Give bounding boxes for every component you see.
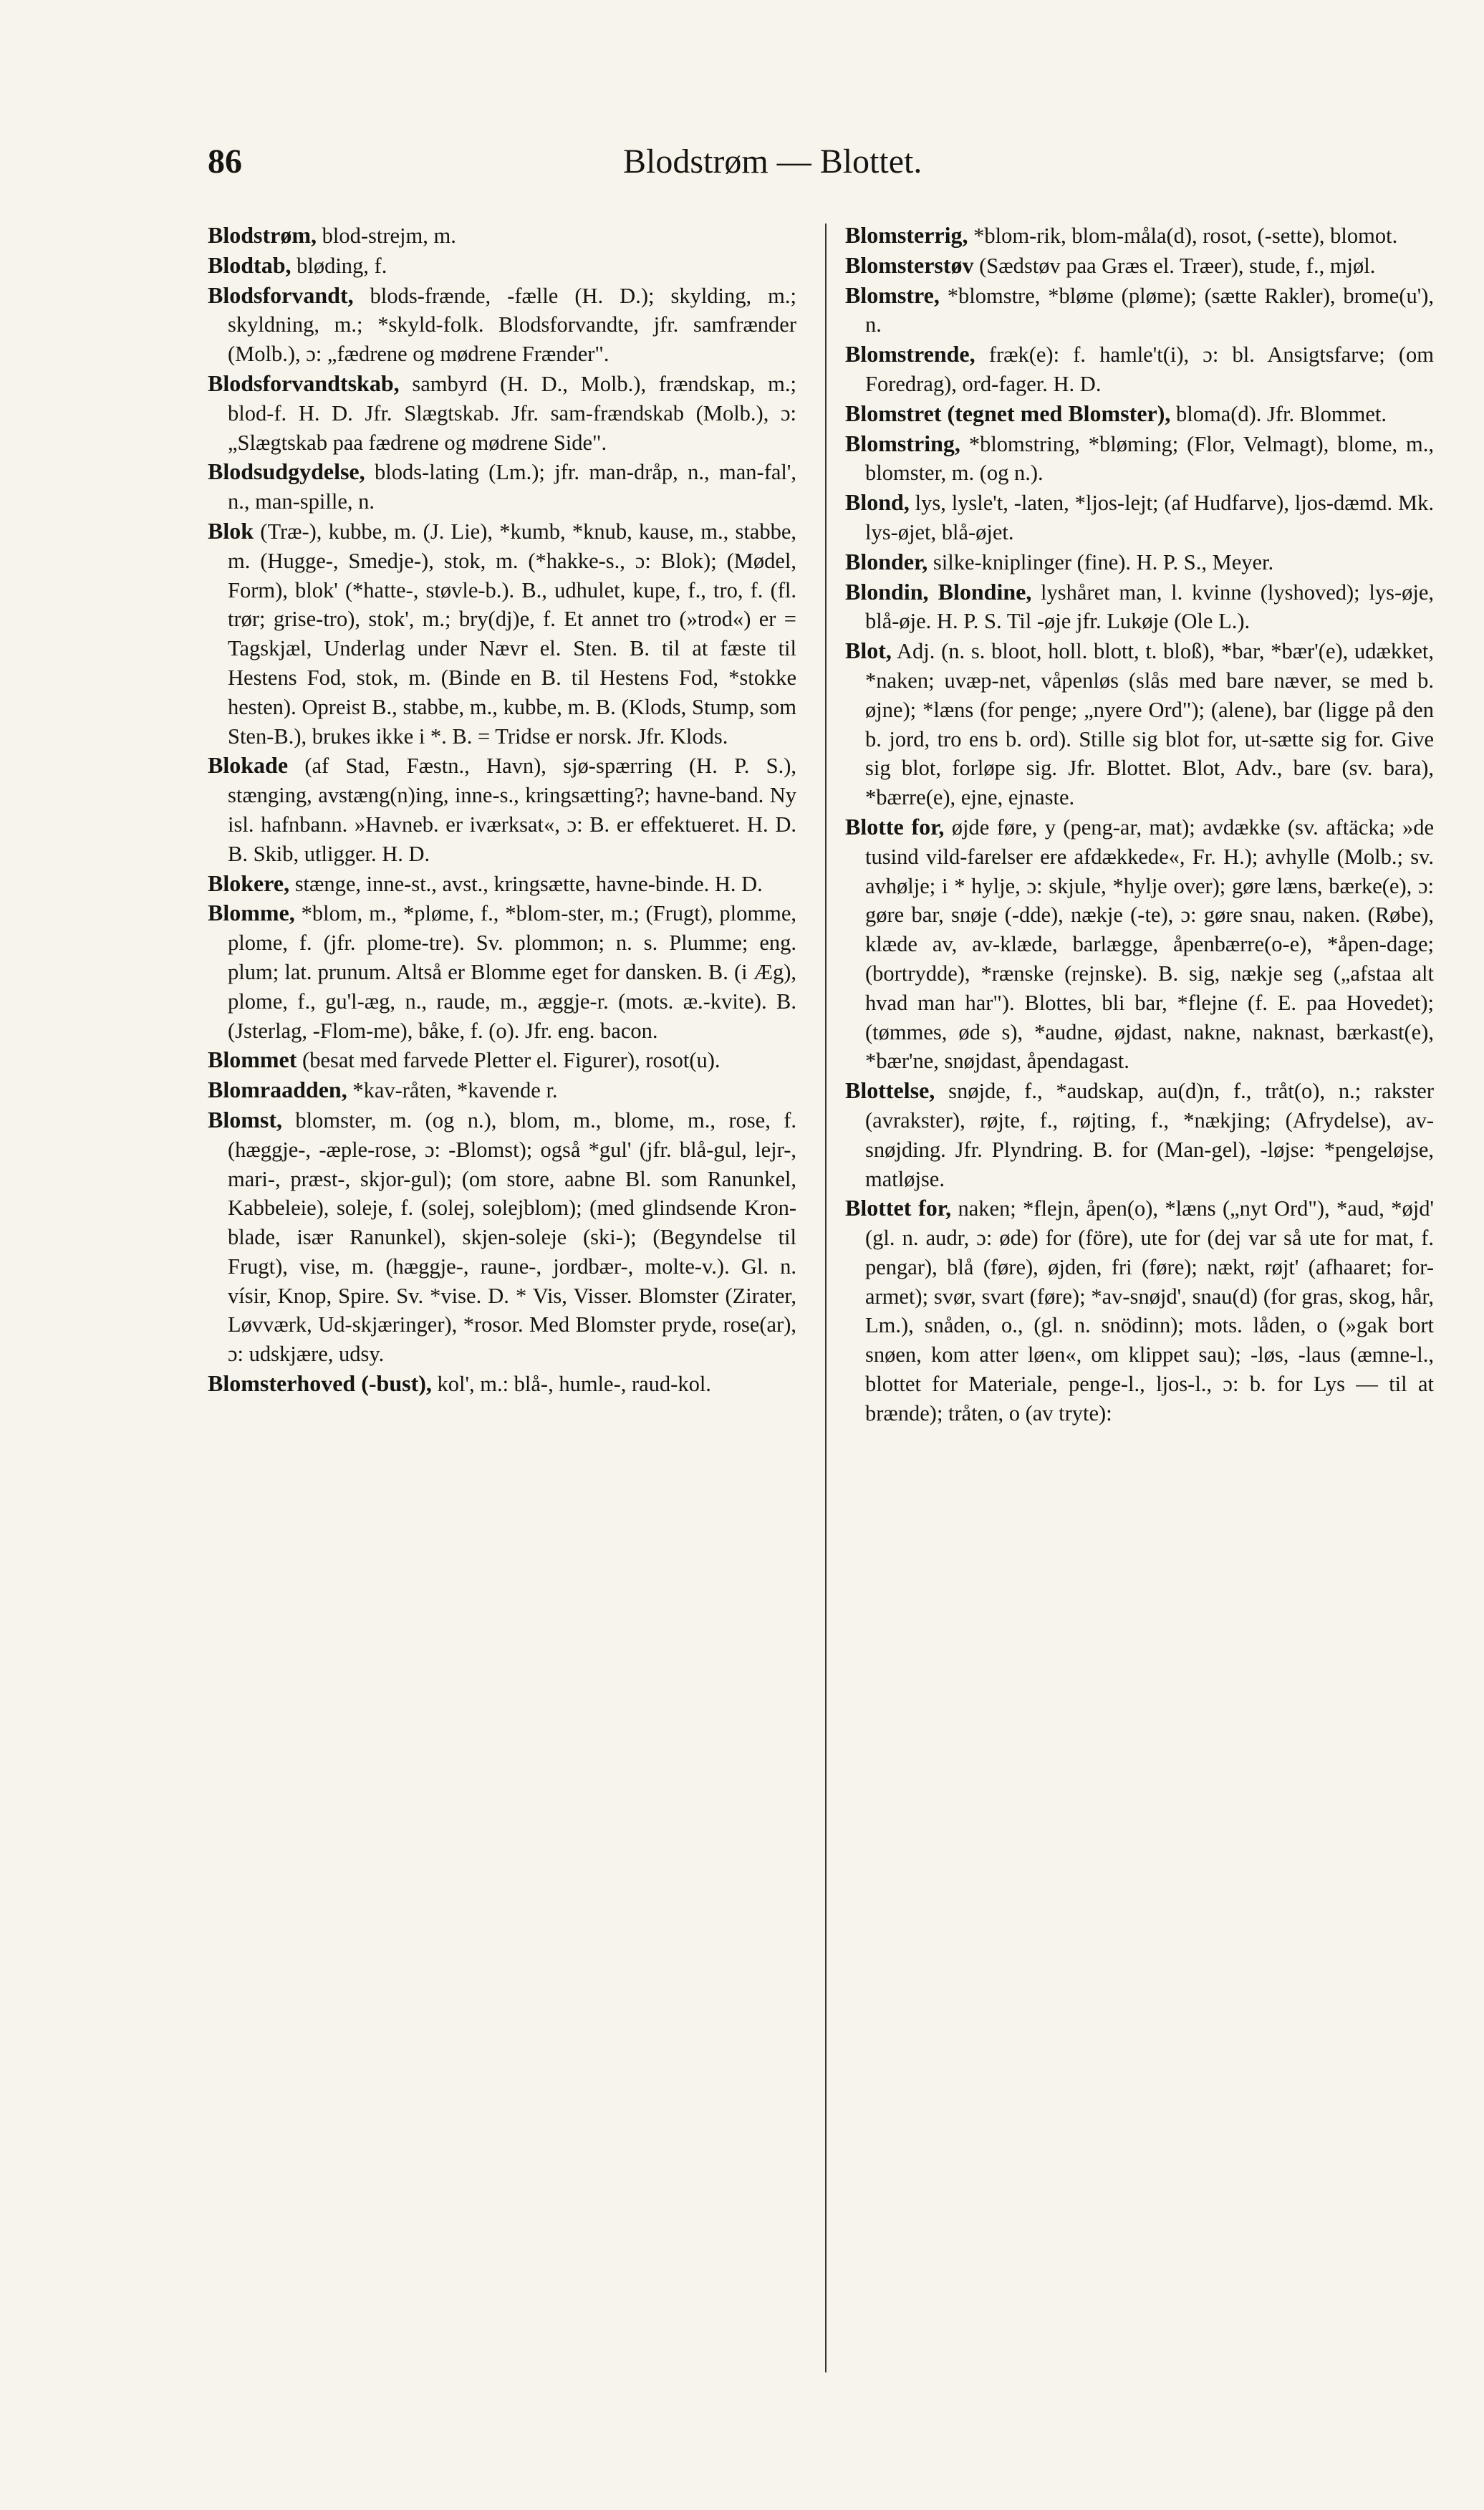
entry-definition: blomster, m. (og n.), blom, m., blome, m., rose, f. (hæggje-, -æple-rose, ɔ: -Blomst); også *gul' (jfr. blå-gul, lejr-, mari-, præst-, skjor-gul); (om store, aabne Bl. som Ranunkel, Kabbeleie), soleje, f. (solej, solejblom); (med glindsende Kron-blade, især Ranunkel), skjen-soleje (ski-); (Begyndelse til Frugt), vise, m. (hæggje-, raune-, jordbær-, molte-v.). Gl. n. vísir, Knop, Spire. Sv. *vise. D. * Vis, Visser. Blomster (Zirater, Løvværk, Ud-skjæringer), *rosor. Med Blomster pryde, rose(ar), ɔ: udskjære, udsy. [228,1107,797,1367]
dictionary-entry [208,251,796,281]
dictionary-entry [208,1045,796,1075]
headword: Blomsterrig, [845,222,968,248]
headword: Blommet [208,1047,297,1073]
headword: Blond, [845,489,910,516]
entry-definition: lyshåret man, l. kvinne (lyshoved); lys-øje, blå-øje. H. P. S. Til -øje jfr. Lukøje (Ole L.). [865,580,1434,634]
dictionary-entry [208,869,796,899]
dictionary-entry [845,399,1434,429]
headword: Blomstrende, [845,341,975,367]
entry-definition: *blom, m., *pløme, f., *blom-ster, m.; (Frugt), plomme, plome, f. (jfr. plome-tre). Sv. plommon; n. s. Plumme; eng. plum; lat. prunum. Altså er Blomme eget for dansken. B. (i Æg), plome, f., gu'l-æg, n., raude, m., æggje-r. (mots. æ.-kvite). B. (Jsterlag, -Flom-me), båke, f. (o). Jfr. eng. bacon. [228,901,796,1043]
entry-definition: *blom-rik, blom-måla(d), rosot, (-sette), blomot. [973,223,1398,248]
entry-definition: bløding, f. [297,253,387,278]
entry-definition: blods-frænde, -fælle (H. D.); skylding, m.; skyldning, m.; *skyld-folk. Blodsforvandte, jfr. samfrænder (Molb.), ɔ: „fædrene og mødrene Frænder". [228,283,796,367]
headword: Blottelse, [845,1077,935,1104]
dictionary-entry [845,1193,1434,1428]
entry-definition: (af Stad, Fæstn., Havn), sjø-spærring (H. P. S.), stænging, avstæng(n)ing, inne-s., kringsætting?; havne-band. Ny isl. hafnbann. »Havneb. er iværksat«, ɔ: B. er effektueret. H. D. B. Skib, utligger. H. D. [228,754,796,866]
dictionary-entry [208,369,796,457]
headword: Blomstret (tegnet med Blomster), [845,400,1171,426]
dictionary-entry [845,429,1434,489]
headword: Blottet for, [845,1195,952,1221]
dictionary-entry [208,516,796,751]
dictionary-entry [208,457,796,516]
headword: Blomme, [208,900,295,926]
headword: Blomstre, [845,282,940,308]
dictionary-entry [845,488,1434,547]
entry-definition: (Træ-), kubbe, m. (J. Lie), *kumb, *knub, kause, m., stabbe, m. (Hugge-, Smedje-), stok, m. (*hakke-s., ɔ: Blok); (Mødel, Form), blok' (*hatte-, støvle-b.). B., udhulet, kupe, f., tro, f. (fl. trør; grise-tro), stok', m.; bry(dj)e, f. Et annet tro (»trod«) er = Tagskjæl, Underlag under Nævr el. Sten. B. til at fæste til Hestens Fod, stok, m. (Binde en B. til Hestens Fod, *stokke hesten). Opreist B., stabbe, m., kubbe, m. B. (Klods, Stump, som Sten-B.), brukes ikke i *. B. = Tridse er norsk. Jfr. Klods. [228,519,796,749]
entry-definition: silke-kniplinger (fine). H. P. S., Meyer. [933,549,1274,574]
headword: Blomsterstøv [845,251,974,278]
entry-definition: øjde føre, y (peng-ar, mat); avdække (sv. aftäcka; »de tusind vild-farelser ere afdækkede«, Fr. H.); avhylle (Molb.; sv. avhølje; i * hylje, ɔ: skjule, *hylje over); gøre læns, bærke(e), ɔ: gøre bar, snøje (-dde), nækje (-te), ɔ: gøre snau, naken. (Røbe), klæde av, av-klæde, barlægge, åpenbærre(o-e), *åpen-dage; (bortrydde), *rænske (rejnske). B. sig, nækje seg („afstaa alt hvad man har"). Blottes, bli bar, *flejne (f. E. paa Hovedet); (tømmes, øde s), *audne, øjdast, nakne, naknast, bærkast(e), *bær'ne, snøjdast, åpendagast. [865,814,1435,1074]
headword: Blodtab, [208,251,292,278]
dictionary-entry [845,340,1434,399]
entry-definition: kol', m.: blå-, humle-, raud-kol. [437,1372,711,1397]
headword: Blok [208,517,254,544]
dictionary-entry [208,1369,796,1399]
headword: Blokere, [208,870,290,896]
dictionary-entry [208,281,796,369]
dictionary-entry [845,812,1434,1076]
headword: Blomstring, [845,430,960,456]
dictionary-entry [845,636,1434,812]
dictionary-entry [208,1105,796,1369]
headword: Blodstrøm, [208,222,317,248]
entry-definition: (besat med farvede Pletter el. Figurer), rosot(u). [302,1048,721,1073]
entry-definition: stænge, inne-st., avst., kringsætte, havne-binde. H. D. [294,871,763,896]
headword: Blomsterhoved (-bust), [208,1370,432,1397]
entry-definition: Adj. (n. s. bloot, holl. blott, t. bloß), *bar, *bær'(e), udækket, *naken; uvæp-net, våpenløs (slås med bare næver, se med b. øjne); *læns (for penge; „nyere Ord"); (alene), bar (ligge på den b. jord, tro ens b. ord). Stille sig blot for, ut-sætte sig for. Give sig blot, forløpe sig. Jfr. Blottet. Blot, Adv., bare (sv. bara), *bærre(e), ejne, ejnaste. [865,639,1434,810]
column-divider [825,223,827,2372]
right-column [845,221,1434,1428]
entry-definition: snøjde, f., *audskap, au(d)n, f., tråt(o), n.; rakster (avrakster), røjte, f., røjting, f., *nækjing; (Afrydelse), av-snøjding. Jfr. Plyndring. B. for (Man-gel), -løjse: *pengeløjse, matløjse. [865,1079,1435,1191]
dictionary-entry [208,1075,796,1105]
dictionary-entry [845,251,1434,281]
headword: Blondin, Blondine, [845,578,1032,605]
entry-definition: naken; *flejn, åpen(o), *læns („nyt Ord"), *aud, *øjd' (gl. n. audr, ɔ: øde) for (före), ute for (dej var så ute for mat, f. pengar), blå (føre), øjden, fri (føre); nækt, røjt' (afhaaret; for-armet); svør, svart (føre); *av-snøjd', snau(d) (for gras, skog, hår, Lm.), snåden, o., (gl. n. snödinn); mots. låden, o (»gak bort snøen, kom atter løen«, om klippet sau); -løs, -laus (æmne-l., blottet for Materiale, penge-l., ljos-l., ɔ: b. for Lys — til at brænde); tråten, o (av tryte): [865,1196,1435,1425]
entry-definition: bloma(d). Jfr. Blommet. [1176,401,1387,426]
dictionary-entry [208,221,796,251]
headword: Blokade [208,752,289,779]
entry-definition: (Sædstøv paa Græs el. Træer), stude, f., mjøl. [979,253,1376,278]
headword: Blonder, [845,548,928,574]
dictionary-entry [845,221,1434,251]
dictionary-entry [208,751,796,868]
entry-definition: fræk(e): f. hamle't(i), ɔ: bl. Ansigtsfarve; (om Foredrag), ord-fager. H. D. [865,342,1434,396]
headword: Blodsudgydelse, [208,458,365,485]
entry-definition: blods-lating (Lm.); jfr. man-dråp, n., man-fal', n., man-spille, n. [228,460,796,514]
left-column [208,221,796,1399]
running-head: Blodstrøm — Blottet. [623,143,922,181]
headword: Blodsforvandt, [208,282,354,308]
entry-definition: sambyrd (H. D., Molb.), frændskap, m.; blod-f. H. D. Jfr. Slægtskab. Jfr. sam-frændskab (Molb.), ɔ: „Slægtskab paa fædrene og mødrene Side". [228,371,796,455]
dictionary-entry [845,547,1434,577]
entry-definition: *kav-råten, *kavende r. [352,1078,558,1103]
entry-definition: blod-strejm, m. [322,223,456,248]
headword: Blotte for, [845,813,945,840]
entry-definition: lys, lysle't, -laten, *ljos-lejt; (af Hudfarve), ljos-dæmd. Mk. lys-øjet, blå-øjet. [865,491,1434,544]
dictionary-entry [845,1076,1434,1193]
headword: Blot, [845,638,892,664]
dictionary-entry [845,281,1434,340]
entry-definition: *blomstring, *bløming; (Flor, Velmagt), blome, m., blomster, m. (og n.). [865,431,1435,486]
dictionary-entry [845,577,1434,637]
headword: Blomst, [208,1106,282,1133]
dictionary-entry [208,898,796,1045]
entry-definition: *blomstre, *bløme (pløme); (sætte Rakler), brome(u'), n. [865,283,1435,337]
headword: Blodsforvandtskab, [208,370,400,396]
page-number: 86 [208,143,242,181]
headword: Blomraadden, [208,1077,347,1103]
page-header [208,142,1461,192]
